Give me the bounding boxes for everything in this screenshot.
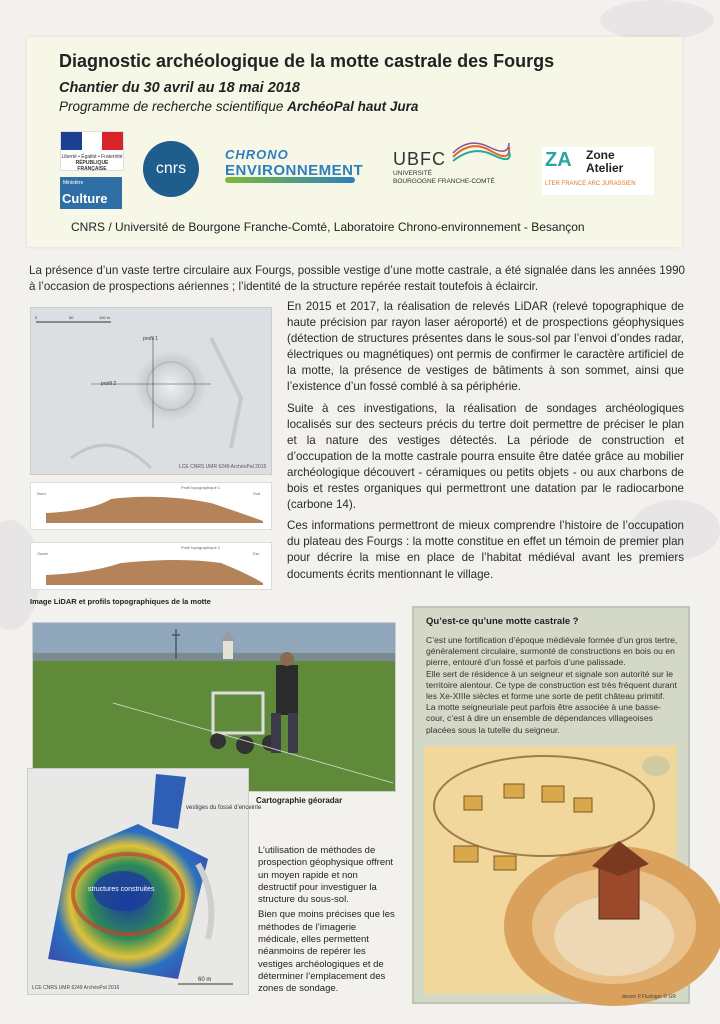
republique-francaise-logo	[60, 131, 124, 171]
zone-atelier-text	[586, 149, 623, 175]
ubfc-text: UBFC	[393, 149, 446, 169]
profile1-title: Profil topographique 1	[181, 485, 221, 490]
culture-logo	[60, 177, 122, 209]
environnement-text: ENVIRONNEMENT	[225, 162, 364, 179]
dates-subtitle: Chantier du 30 avril au 18 mai 2018	[59, 80, 300, 96]
paragraph: Elle sert de résidence à un seigneur et signale son autorité sur le territoire alentour. Ce type de construction est très fréquent durant les Xe-XIIIe siècles et forme une sorte de petit château primitif.	[426, 668, 677, 702]
lidar-profil1-label: profil 1	[143, 336, 159, 342]
intro-paragraph: La présence d’un vaste tertre circulaire aux Fourgs, possible vestige d’une motte castrale, a été signalée dans les années 1990 à l’occasion de prospections aériennes ; l’identité de la structure repérée restait toutefois à éclaircir.	[29, 264, 685, 293]
georadar-caption: Cartographie géoradar	[256, 796, 343, 805]
cnrs-logo: cnrs	[143, 141, 199, 197]
za-text: ZA	[545, 149, 572, 171]
header-panel	[27, 37, 682, 247]
paragraph: Suite à ces investigations, la réalisation de sondages archéologiques localisés sur des secteurs précis du tertre doit permettre de préciser le plan et la nature des vestiges détectés. La période de construction et d’occupation de la motte castrale pourra ensuite être datée grâce au mobilier archéologique découvert - céramiques ou petits objets - ou aux charbons de bois et restes organiques qui permettront une datation par le radiocarbone (carbone 14).	[287, 401, 684, 512]
ubfc-swirl-icon	[451, 139, 511, 165]
paragraph: Bien que moins précises que les méthodes de l’imagerie médicale, elles permettent néanmoins de repérer les vestiges archéologiques et de déterminer l’emplacement des zones de sondage.	[258, 909, 395, 995]
rf-motto: Liberté • Égalité • Fraternité	[61, 154, 123, 160]
paragraph: La motte seigneuriale peut parfois être associée à une basse-cour, c’est à dire un ensemble de dépendances villageoises placées sous la tutelle du seigneur.	[426, 702, 662, 735]
zone-atelier-logo	[542, 147, 654, 195]
lidar-relief	[31, 308, 271, 474]
box-text	[426, 635, 678, 736]
ubfc-logo	[393, 141, 517, 196]
profile2-est: Est	[253, 551, 259, 556]
paragraph: Ces informations permettront de mieux comprendre l’histoire de l’occupation du plateau des Fourgs : la motte constitue en effet un témoin de premier plan pour décrire la mise en place de l’habitat médiéval avant les premiers documents écrits mentionnant le village.	[287, 519, 684, 581]
lidar-scale-50: 50	[69, 315, 74, 320]
ubfc-sub1: UNIVERSITÉ	[393, 170, 433, 177]
radar-credit: LCE CNRS UMR 6249 ArchéoPal 2016	[32, 985, 120, 991]
box-title: Qu’est-ce qu’une motte castrale ?	[426, 616, 579, 627]
lidar-scale-100: 100 m	[99, 315, 111, 320]
profile2-title: Profil topographique 2	[181, 545, 221, 550]
lidar-caption: Image LiDAR et profils topographiques de la motte	[30, 597, 211, 606]
topographic-profile-2	[30, 542, 272, 590]
chrono-text: CHRONO	[225, 147, 289, 162]
culture-text: Culture	[62, 191, 108, 206]
illustration-credit: dessin P.Fluckiger © GR	[621, 994, 676, 1000]
program-line	[59, 99, 418, 114]
lidar-image	[30, 307, 272, 475]
lidar-scale-0: 0	[35, 315, 38, 320]
za-sub-text: LTER FRANCE ARC JURASSIEN	[545, 181, 636, 187]
ubfc-sub2: BOURGOGNE FRANCHE-COMTÉ	[393, 178, 495, 185]
paragraph: En 2015 et 2017, la réalisation de relevés LiDAR (relevé topographique de haute précision par rayon laser aéroporté) et de prospections géophysiques (détection de structures présentes dans le sous-sol par l’envoi d’ondes radar, électriques ou magnétiques) ont permis de confirmer le caractère artificiel de la motte, la présence de vestiges de bâtiments à son sommet, ainsi que l’existence d’un fossé comblé à sa périphérie.	[287, 300, 684, 394]
georadar-text	[258, 845, 398, 999]
paragraph: C’est une fortification d’époque médiévale formée d’un gros tertre, généralement circulaire, surmonté de constructions en bois ou en pierre, entouré d’un fossé et parfois d’une palissade.	[426, 635, 678, 668]
institution-credit: CNRS / Université de Bourgone Franche-Comté, Laboratoire Chrono-environnement - Besançon	[71, 220, 585, 234]
rf-name: RÉPUBLIQUE FRANÇAISE	[75, 160, 109, 172]
motte-info-box	[412, 606, 690, 1004]
program-prefix: Programme de recherche scientifique	[59, 99, 288, 114]
paragraph: L’utilisation de méthodes de prospection géophysique offrent un moyen rapide et non destructif pour investiguer la structure du sous-sol.	[258, 845, 394, 906]
chrono-environnement-logo	[225, 147, 365, 192]
radar-scale: 60 m	[198, 977, 212, 983]
fosse-label: vestiges du fossé d’enceinte	[186, 805, 262, 811]
topographic-profile-1	[30, 482, 272, 530]
structures-label: structures construites	[88, 886, 155, 893]
georadar-map	[27, 768, 262, 995]
page-title: Diagnostic archéologique de la motte castrale des Fourgs	[59, 51, 555, 71]
motte-illustration	[424, 746, 677, 994]
atelier-text: Atelier	[586, 161, 624, 175]
georadar-photo	[32, 622, 396, 792]
main-text	[287, 299, 684, 588]
profile1-sud: Sud	[253, 491, 261, 496]
profile2-ouest: Ouest	[37, 551, 48, 556]
zone-text: Zone	[586, 148, 615, 162]
lidar-credit: LCE CNRS UMR 6249 ArchéoPal 2015	[179, 464, 267, 470]
lidar-profil2-label: profil 2	[101, 381, 117, 387]
profile1-nord: Nord	[37, 491, 46, 496]
program-name: ArchéoPal haut Jura	[287, 99, 419, 114]
background-splash	[600, 0, 714, 40]
culture-small-text: Ministère	[63, 180, 84, 186]
